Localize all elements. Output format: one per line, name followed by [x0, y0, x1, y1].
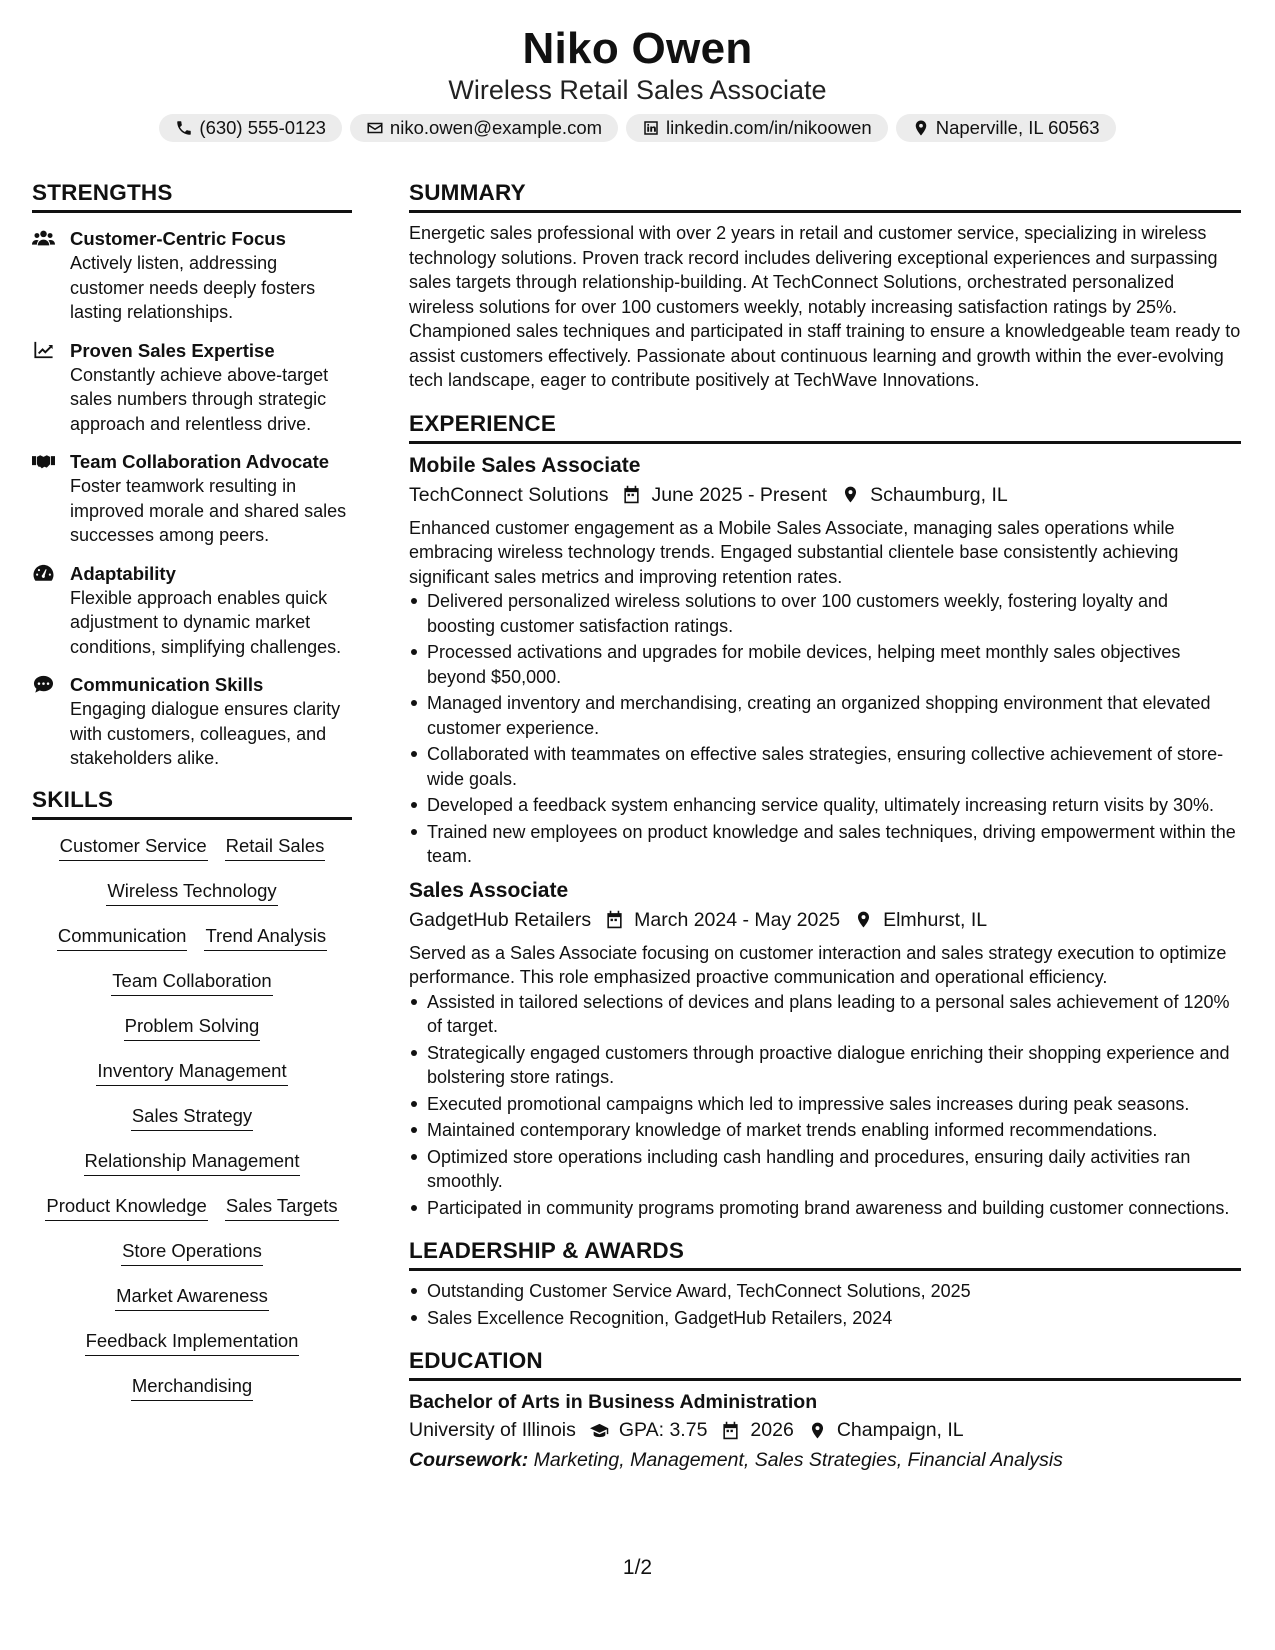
list-item: Outstanding Customer Service Award, TechConnect Solutions, 2025	[427, 1279, 1241, 1304]
contact-location-text: Naperville, IL 60563	[935, 117, 1100, 138]
list-item: Managed inventory and merchandising, creating an organized shopping environment that elevated customer experience.	[427, 691, 1241, 740]
skills-list	[32, 834, 352, 1419]
summary-text: Energetic sales professional with over 2 years in retail and customer service, specializing in wireless technology solutions. Proven track record includes delivering exceptional experiences and surpassing sales targets through relationship-building. At TechConnect Solutions, orchestrated personalized wireless solutions for over 100 customers weekly, notably increasing satisfaction ratings by 25%. Championed sales techniques and participated in staff training to ensure a knowledgeable team ready to assist customers effectively. Passionate about continuous learning and growth within the ever-evolving tech landscape, eager to contribute positively at TechWave Innovations.	[409, 223, 1241, 390]
job-company: GadgetHub Retailers	[409, 908, 592, 931]
map-pin-icon	[912, 119, 930, 137]
contact-email-text: niko.owen@example.com	[389, 117, 603, 138]
strength-item	[32, 673, 352, 771]
education-meta	[409, 1415, 1241, 1445]
job-location: Schaumburg, IL	[870, 483, 1008, 506]
list-item: Delivered personalized wireless solutions to over 100 customers weekly, fostering loyalty and boosting customer satisfaction ratings.	[427, 589, 1241, 638]
map-pin-icon	[841, 485, 860, 504]
strength-desc: Actively listen, addressing customer needs deeply fosters lasting relationships.	[70, 253, 316, 322]
contact-bar	[0, 114, 1275, 142]
strength-desc: Engaging dialogue ensures clarity with customers, colleagues, and stakeholders alike.	[70, 699, 341, 768]
skill-tag: Merchandising	[131, 1374, 253, 1401]
skill-tag: Product Knowledge	[45, 1194, 207, 1221]
calendar-icon	[622, 485, 641, 504]
linkedin-icon	[642, 119, 660, 137]
list-item: Developed a feedback system enhancing service quality, ultimately increasing return visits by 30%.	[427, 793, 1241, 818]
skill-tag: Market Awareness	[115, 1284, 269, 1311]
job-dates: March 2024 - May 2025	[634, 908, 841, 931]
job-title: Sales Associate	[409, 878, 569, 902]
job-location: Elmhurst, IL	[883, 908, 988, 931]
list-item: Sales Excellence Recognition, GadgetHub Retailers, 2024	[427, 1306, 1241, 1331]
envelope-icon	[366, 119, 384, 137]
strength-title: Adaptability	[70, 562, 176, 584]
summary-heading: SUMMARY	[409, 178, 1241, 213]
contact-phone[interactable]	[159, 114, 342, 142]
strength-title: Proven Sales Expertise	[70, 339, 275, 361]
graduation-cap-icon	[590, 1421, 609, 1440]
calendar-icon	[721, 1421, 740, 1440]
strength-desc: Flexible approach enables quick adjustment to dynamic market conditions, simplifying challenges.	[70, 587, 342, 657]
education-gpa: GPA: 3.75	[618, 1419, 708, 1441]
strength-title: Team Collaboration Advocate	[70, 451, 330, 472]
job-entry	[409, 877, 1241, 1221]
strength-title: Customer-Centric Focus	[70, 228, 286, 249]
job-meta	[409, 480, 1241, 510]
map-pin-icon	[854, 910, 873, 929]
skill-tag: Retail Sales	[225, 834, 326, 861]
right-column	[409, 178, 1241, 1475]
skill-tag: Feedback Implementation	[85, 1329, 300, 1356]
page-number: 1/2	[622, 1556, 653, 1579]
skill-tag: Sales Targets	[225, 1194, 339, 1221]
strength-item	[32, 339, 352, 437]
skills-heading: SKILLS	[32, 785, 352, 820]
education-school: University of Illinois	[409, 1419, 576, 1441]
list-item: Executed promotional campaigns which led to impressive sales increases during peak seasons.	[427, 1092, 1241, 1117]
skill-tag: Relationship Management	[84, 1149, 301, 1176]
education-coursework	[409, 1445, 1241, 1475]
strengths-list	[32, 227, 352, 771]
strength-desc: Constantly achieve above-target sales numbers through strategic approach and relentless drive.	[70, 364, 329, 434]
awards-list	[409, 1279, 1241, 1330]
list-item: Participated in community programs promoting brand awareness and building customer connections.	[427, 1196, 1241, 1221]
education-year: 2026	[750, 1419, 794, 1441]
skill-tag: Store Operations	[121, 1239, 263, 1266]
candidate-title: Wireless Retail Sales Associate	[448, 75, 827, 105]
strength-item	[32, 450, 352, 548]
strength-item	[32, 227, 352, 325]
skill-tag: Sales Strategy	[131, 1104, 253, 1131]
coursework-label: Coursework:	[409, 1449, 529, 1471]
contact-linkedin-text: linkedin.com/in/nikoowen	[666, 117, 872, 138]
phone-icon	[175, 119, 193, 137]
list-item: Processed activations and upgrades for mobile devices, helping meet monthly sales objectives beyond $50,000.	[427, 640, 1241, 689]
job-description: Enhanced customer engagement as a Mobile Sales Associate, managing sales operations while embracing wireless technology trends. Engaged substantial clientele base consistently achieving significant sales metrics and improving retention rates.	[409, 517, 1179, 587]
skill-tag: Problem Solving	[124, 1014, 261, 1041]
strength-item	[32, 562, 352, 660]
list-item: Strategically engaged customers through proactive dialogue enriching their shopping experience and bolstering store ratings.	[427, 1041, 1241, 1090]
handshake-icon	[32, 451, 55, 471]
education-heading: EDUCATION	[409, 1346, 1241, 1381]
contact-email[interactable]	[350, 114, 618, 142]
experience-heading: EXPERIENCE	[409, 409, 1241, 444]
job-entry	[409, 452, 1241, 869]
chat-bubble-icon	[32, 674, 55, 694]
education-degree: Bachelor of Arts in Business Administration	[409, 1391, 818, 1413]
list-item: Trained new employees on product knowledge and sales techniques, driving empowerment within the team.	[427, 820, 1241, 869]
contact-phone-text: (630) 555-0123	[199, 117, 326, 138]
skill-tag: Inventory Management	[96, 1059, 287, 1086]
gauge-icon	[32, 563, 55, 583]
job-bullets	[409, 589, 1241, 869]
job-bullets	[409, 990, 1241, 1221]
map-pin-icon	[808, 1421, 827, 1440]
job-meta	[409, 905, 1241, 935]
candidate-name: Niko Owen	[522, 24, 753, 73]
job-description: Served as a Sales Associate focusing on customer interaction and sales strategy execution to optimize performance. This role emphasized proactive communication and operational efficiency.	[409, 942, 1227, 987]
strengths-heading: STRENGTHS	[32, 178, 352, 213]
job-dates: June 2025 - Present	[651, 483, 828, 506]
job-company: TechConnect Solutions	[409, 483, 609, 506]
skill-tag: Wireless Technology	[106, 879, 277, 906]
contact-location	[896, 114, 1116, 142]
strength-desc: Foster teamwork resulting in improved morale and shared sales successes among peers.	[70, 476, 347, 545]
chart-line-icon	[32, 340, 55, 360]
left-column	[32, 178, 352, 1419]
skill-tag: Communication	[57, 924, 188, 951]
skill-tag: Team Collaboration	[111, 969, 272, 996]
job-title: Mobile Sales Associate	[409, 453, 641, 477]
list-item: Optimized store operations including cash handling and procedures, ensuring daily activities ran smoothly.	[427, 1145, 1241, 1194]
list-item: Collaborated with teammates on effective sales strategies, ensuring collective achievement of store-wide goals.	[427, 742, 1241, 791]
skill-tag: Customer Service	[59, 834, 208, 861]
calendar-icon	[605, 910, 624, 929]
list-item: Maintained contemporary knowledge of market trends enabling informed recommendations.	[427, 1118, 1241, 1143]
skill-tag: Trend Analysis	[204, 924, 327, 951]
strength-title: Communication Skills	[70, 674, 264, 695]
awards-heading: LEADERSHIP & AWARDS	[409, 1236, 1241, 1271]
coursework-text: Marketing, Management, Sales Strategies, Financial Analysis	[533, 1449, 1063, 1471]
users-icon	[32, 228, 55, 248]
list-item: Assisted in tailored selections of devices and plans leading to a personal sales achievement of 120% of target.	[427, 990, 1241, 1039]
contact-linkedin[interactable]	[626, 114, 888, 142]
education-location: Champaign, IL	[836, 1419, 964, 1441]
